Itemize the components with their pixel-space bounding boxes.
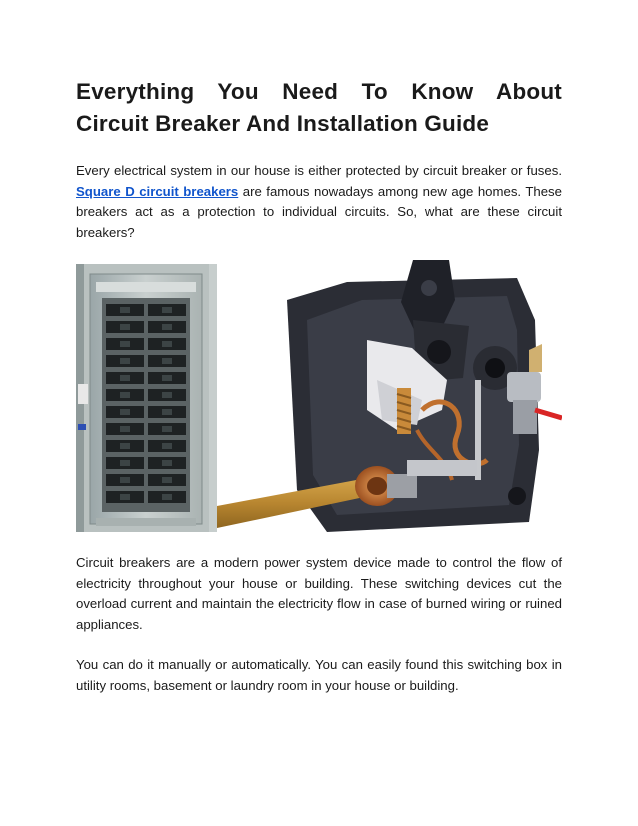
article-title <box>76 76 562 140</box>
intro-text-before: Every electrical system in our house is either protected by circuit breaker or fuses. <box>76 163 562 178</box>
paragraph-3: You can do it manually or automatically. You can easily found this switching box in utility rooms, basement or laundry room in your house or building. <box>76 657 562 693</box>
breaker-panel-photo <box>76 264 217 532</box>
title-line-2: Circuit Breaker And Installation Guide <box>76 111 490 136</box>
title-line-1: Everything You Need To Know About <box>76 79 562 104</box>
intro-paragraph <box>76 161 562 243</box>
paragraph-2: Circuit breakers are a modern power system device made to control the flow of electricity throughout your house or building. These switching devices cut the overload current and maintain the electricity flow in case of burned wiring or ruined appliances. <box>76 555 562 632</box>
square-d-link[interactable]: Square D circuit breakers <box>76 183 239 199</box>
intro-text-after: are famous nowadays among new age homes. These breakers act as a protection to individual circuits. So, what are these circuit breakers? <box>76 183 562 240</box>
article-body <box>76 76 562 696</box>
article-figure <box>76 260 562 536</box>
circuit-breaker-photo <box>217 260 562 536</box>
